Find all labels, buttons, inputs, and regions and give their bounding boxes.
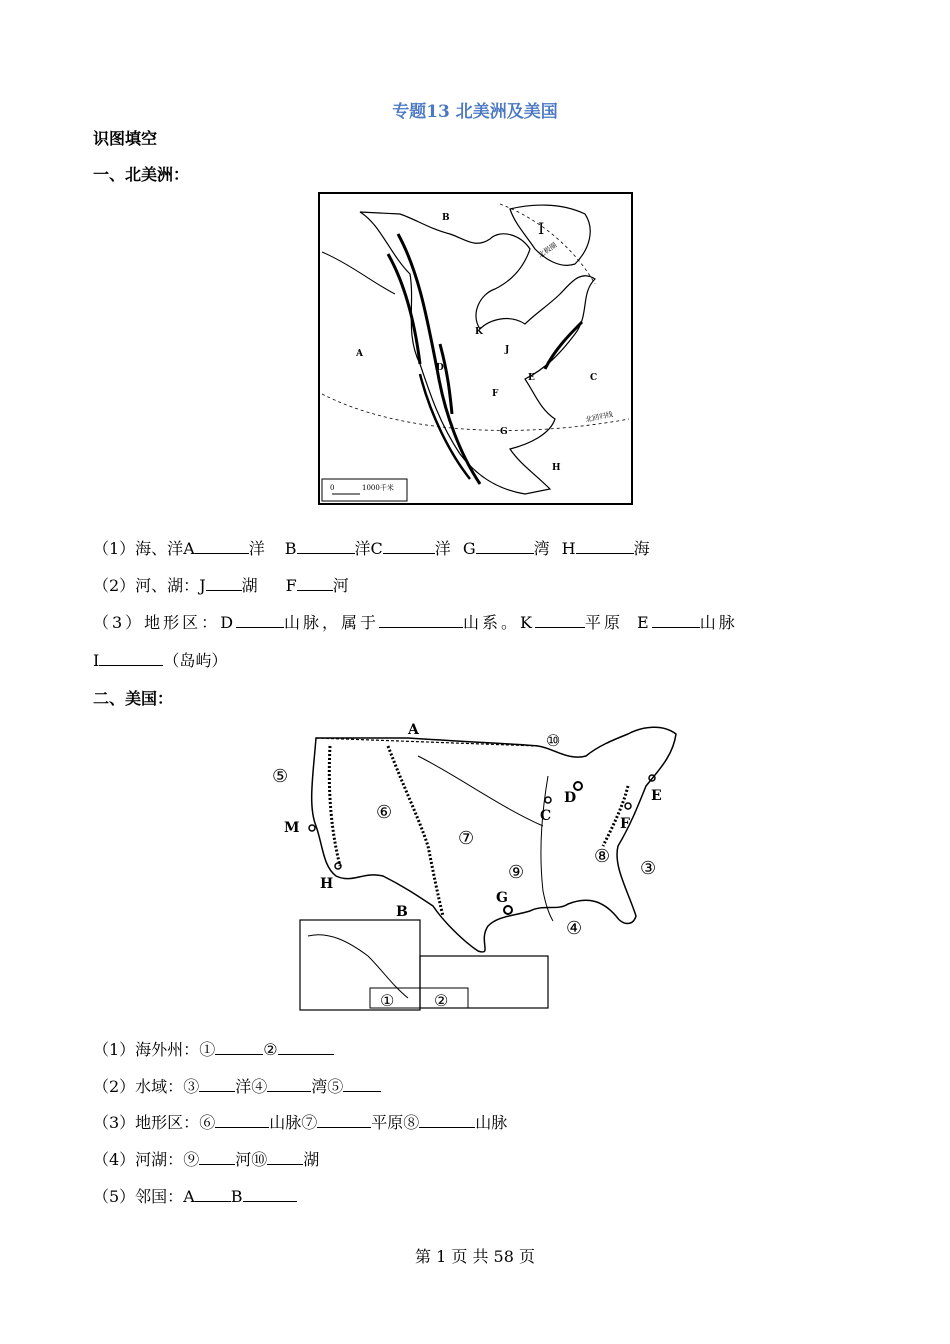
- q3-prefix: （3）地形区：: [93, 613, 221, 632]
- blank[interactable]: [195, 537, 249, 554]
- blank[interactable]: [419, 1111, 475, 1128]
- blank[interactable]: [195, 1185, 231, 1202]
- p2q5-a: A: [183, 1187, 195, 1206]
- q1-prefix: （1）海、洋: [93, 539, 184, 558]
- marker-c: [545, 797, 551, 803]
- usa-num-6: ⑥: [376, 802, 393, 823]
- p2q4-n10: ⑩: [251, 1150, 268, 1169]
- blank[interactable]: [476, 537, 534, 554]
- p2q3-n7: ⑦: [301, 1113, 318, 1132]
- p2q3-s8: 山脉: [475, 1113, 508, 1132]
- blank[interactable]: [343, 1075, 381, 1092]
- map-label-a: A: [356, 349, 363, 359]
- map-label-f: F: [492, 389, 499, 399]
- arctic-circle-line: [500, 204, 595, 284]
- blank[interactable]: [206, 574, 242, 591]
- p2q2-n3: ③: [183, 1077, 200, 1096]
- map-label-d: D: [436, 363, 444, 373]
- usa-num-2: ②: [434, 991, 449, 1010]
- blank[interactable]: [379, 611, 463, 628]
- p2q4-n9: ⑨: [183, 1150, 200, 1169]
- blank[interactable]: [383, 537, 435, 554]
- q1-a: A: [183, 539, 195, 558]
- q3-e: E: [637, 613, 652, 632]
- p2q2-n5: ⑤: [327, 1077, 344, 1096]
- q3-d-suffix: 山脉，属于: [284, 613, 380, 632]
- p2q2-s4: 湾: [311, 1077, 328, 1096]
- q3-e-suffix: 山脉: [699, 613, 738, 632]
- marker-h: [335, 863, 341, 869]
- q1-g-suffix: 湾: [533, 539, 550, 558]
- blank[interactable]: [297, 574, 333, 591]
- usa-map-drawing: [268, 716, 688, 1014]
- usa-outline: [312, 727, 676, 952]
- q1-h-suffix: 海: [633, 539, 650, 558]
- usa-num-1: ①: [380, 991, 395, 1010]
- blank[interactable]: [652, 611, 700, 628]
- page-title: 专题13 北美洲及美国: [392, 102, 558, 122]
- part2-heading: 二、美国：: [93, 689, 174, 708]
- usa-label-e: E: [651, 788, 662, 804]
- part1-question-3: [93, 611, 738, 633]
- q2-f: F: [285, 576, 297, 595]
- alaska-coast: [322, 252, 395, 294]
- p2q1-prefix: （1）海外州：: [93, 1040, 200, 1059]
- mountain-range-mexico: [420, 374, 470, 479]
- p2q2-s3: 洋: [235, 1077, 252, 1096]
- map-label-e: E: [528, 373, 535, 383]
- p2q3-s6: 山脉: [269, 1113, 302, 1132]
- usa-num-8: ⑧: [594, 846, 611, 867]
- p2q1-n2: ②: [263, 1040, 278, 1059]
- q2-f-suffix: 河: [332, 576, 349, 595]
- p2q2-prefix: （2）水域：: [93, 1077, 184, 1096]
- blank[interactable]: [576, 537, 634, 554]
- p2q3-n6: ⑥: [199, 1113, 216, 1132]
- p2q4-s9: 河: [235, 1150, 252, 1169]
- usa-num-3: ③: [640, 858, 657, 879]
- map-label-j: J: [505, 345, 510, 355]
- q1-g: G: [462, 539, 476, 558]
- mountains-coastal: [329, 746, 340, 866]
- q3-d: D: [220, 613, 237, 632]
- q2-j: J: [199, 576, 206, 595]
- p2q4-s10: 湖: [303, 1150, 320, 1169]
- usa-num-9: ⑨: [508, 862, 525, 883]
- q3b-i-suffix: （岛屿）: [163, 651, 228, 670]
- usa-label-f: F: [620, 816, 630, 832]
- blank[interactable]: [99, 649, 163, 666]
- alaska-inset: [300, 920, 420, 1010]
- part2-question-3: [93, 1111, 507, 1133]
- arctic-circle-label: 北极圈: [536, 241, 559, 260]
- q1-b-suffix: 洋: [354, 539, 371, 558]
- tropic-line: [322, 394, 629, 430]
- p2q5-b: B: [230, 1187, 243, 1206]
- p2q3-n8: ⑧: [403, 1113, 420, 1132]
- blank[interactable]: [215, 1038, 263, 1055]
- blank[interactable]: [535, 611, 585, 628]
- usa-label-c: C: [540, 808, 552, 824]
- marker-g: [504, 906, 512, 914]
- part1-question-1: [93, 537, 650, 559]
- q1-a-suffix: 洋: [248, 539, 265, 558]
- coastline: [360, 212, 598, 494]
- scale-text: 1000千米: [362, 484, 394, 492]
- map-label-b: B: [442, 213, 450, 223]
- north-america-map-drawing: [320, 194, 631, 503]
- mountain-range-appalachian: [545, 322, 582, 369]
- usa-num-10: ⑩: [546, 731, 561, 750]
- mountains-rocky: [388, 746, 443, 916]
- usa-label-d: D: [564, 790, 577, 806]
- north-america-map: [318, 192, 633, 505]
- p2q5-prefix: （5）邻国：: [93, 1187, 184, 1206]
- usa-label-b: B: [396, 904, 408, 920]
- usa-num-4: ④: [566, 918, 583, 939]
- q3-k: K: [520, 613, 535, 632]
- part2-question-1: [93, 1038, 334, 1060]
- part2-question-2: [93, 1075, 381, 1097]
- blank[interactable]: [278, 1038, 334, 1055]
- scale-start: 0: [330, 484, 335, 492]
- label-box-1: [370, 988, 420, 1008]
- marker-m: [309, 825, 315, 831]
- q2-prefix: （2）河、湖：: [93, 576, 200, 595]
- usa-num-7: ⑦: [458, 828, 475, 849]
- p2q3-s7: 平原: [371, 1113, 404, 1132]
- usa-num-5: ⑤: [272, 766, 289, 787]
- p2q4-prefix: （4）河湖：: [93, 1150, 184, 1169]
- map-label-i: I: [538, 219, 545, 238]
- marker-f: [625, 803, 631, 809]
- blank[interactable]: [236, 611, 284, 628]
- part2-question-5: [93, 1185, 297, 1207]
- usa-map: [268, 716, 688, 1014]
- p2q2-n4: ④: [251, 1077, 268, 1096]
- usa-label-h: H: [320, 876, 334, 892]
- p2q3-prefix: （3）地形区：: [93, 1113, 200, 1132]
- blank[interactable]: [317, 1111, 371, 1128]
- blank[interactable]: [199, 1075, 235, 1092]
- q3-d-suffix2: 山系。: [463, 613, 521, 632]
- usa-label-a: A: [408, 722, 419, 738]
- blank[interactable]: [215, 1111, 269, 1128]
- marker-d: [574, 782, 582, 790]
- q3-k-suffix: 平原: [585, 613, 624, 632]
- p2q1-n1: ①: [199, 1040, 216, 1059]
- part2-question-4: [93, 1148, 319, 1170]
- q1-c: C: [370, 539, 383, 558]
- q2-j-suffix: 湖: [241, 576, 258, 595]
- mountain-range-rockies: [398, 234, 480, 484]
- river-missouri: [418, 756, 543, 826]
- blank[interactable]: [243, 1185, 297, 1202]
- alaska-coast: [308, 935, 408, 998]
- map-label-h: H: [552, 463, 561, 473]
- map-label-g: G: [500, 427, 508, 437]
- usa-label-g: G: [496, 890, 508, 906]
- blank[interactable]: [267, 1075, 311, 1092]
- page-footer: 第 1 页 共 58 页: [415, 1247, 535, 1266]
- part1-question-2: [93, 574, 349, 596]
- tropic-label: 北回归线: [584, 410, 614, 424]
- blank[interactable]: [267, 1148, 303, 1165]
- q1-c-suffix: 洋: [434, 539, 451, 558]
- part1-question-3b: [93, 649, 227, 671]
- part1-heading: 一、北美洲：: [93, 165, 190, 184]
- q1-h: H: [561, 539, 576, 558]
- q3b-i: I: [93, 651, 100, 670]
- blank[interactable]: [297, 537, 355, 554]
- blank[interactable]: [199, 1148, 235, 1165]
- usa-label-m: M: [284, 820, 300, 836]
- q1-b: B: [284, 539, 297, 558]
- section-heading: 识图填空: [93, 129, 158, 148]
- map-label-k: K: [475, 327, 483, 337]
- map-label-c: C: [590, 373, 598, 383]
